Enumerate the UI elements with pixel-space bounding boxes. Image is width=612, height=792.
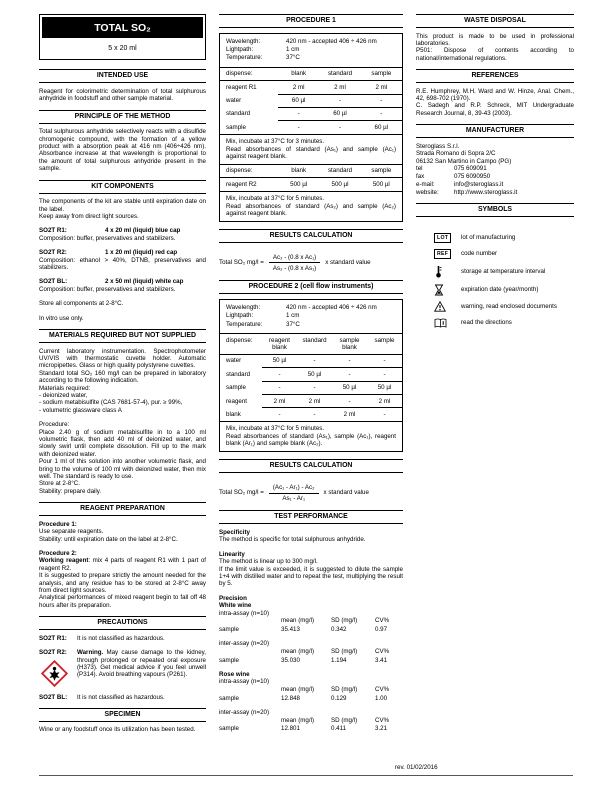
lot-badge-text: LOT	[434, 233, 451, 243]
stat-col-header: CV%	[375, 716, 390, 724]
ref-icon	[434, 249, 461, 259]
symbol-label: lot of manufacturing	[461, 233, 516, 241]
cell: 60 µl	[319, 108, 360, 121]
warning-text: May cause damage to the kidney, through prolonged or repeated oral exposure (H373). Get medical advice if you feel unwell (P314). Avoid breathing vapours (P261).	[77, 649, 206, 679]
stat-value: 35.030	[281, 656, 300, 664]
reagent-prep-proc1-l1: Use separate reagents.	[39, 528, 104, 536]
tel-value: 075 609091	[454, 164, 487, 172]
reference-item: R.E. Humphrey, M.H. Ward and W. Hinze, Anal. Chem., 42, 698-702 (1970).	[416, 87, 574, 103]
setting-label: Wavelength:	[226, 303, 261, 311]
cell: 50 µl	[332, 382, 367, 395]
materials-p2: Standard total SO₂ 160 mg/l can be prepared in laboratory according to the following indication.	[39, 369, 206, 385]
warning-triangle-icon	[434, 301, 461, 312]
component-composition: Composition: buffer, preservatives and stabilizers.	[39, 234, 176, 242]
cell: -	[278, 108, 319, 121]
specificity-text: The method is specific for total sulphurous anhydride.	[219, 536, 366, 544]
intended-use-body: Reagent for colorimetric determination of total sulphurous anhydride in foodstuff and other sample material.	[39, 87, 206, 103]
col-header: blank	[291, 70, 307, 78]
product-header-box	[39, 14, 206, 60]
fax-label: fax	[416, 172, 425, 180]
materials-p5: Pour 1 ml of this solution into another volumetric flask, and bring to the volume of 100 ml with deionized water, then mix well. The standard is ready to use.	[39, 458, 206, 481]
component-code: SO2T BL:	[39, 278, 68, 286]
section-title-kit-components: KIT COMPONENTS	[39, 180, 206, 194]
symbol-label: expiration date (year/month)	[461, 285, 539, 293]
stat-row-label: sample	[219, 625, 239, 633]
linearity-label: Linearity	[219, 550, 245, 558]
stat-col-header: mean (mg/l)	[281, 685, 315, 693]
stat-value: 0.97	[375, 625, 388, 633]
reagent-prep-proc2-l2: It is suggested to prepare strictly the amount needed for the analysis, and any residue has to be stored at 2-8°C away from direct light sources.	[39, 572, 206, 594]
principle-body: Total sulphurous anhydride selectively reacts with a disulfide chromogenic compound, with the formation of a yellow product with a absorption peak at 416 nm (406÷426 nm). Absorbance increase at that wavelength is proportional to the amount of total sulphurous anhydride present in the sample.	[39, 128, 206, 173]
specificity-label: Specificity	[219, 528, 250, 536]
stat-col-header: CV%	[375, 685, 390, 693]
left-column	[39, 14, 206, 734]
materials-list-item: - sodium metabisulfite (CAS 7681-57-4), pur. ≥ 99%,	[39, 399, 183, 407]
wine-group-label: White wine	[219, 602, 252, 610]
stat-value: 35.413	[281, 625, 300, 633]
precaution-bl	[39, 694, 206, 701]
kit-component-row	[39, 227, 206, 234]
symbol-item	[434, 265, 574, 278]
setting-value: 1 cm	[286, 45, 300, 53]
setting-label: Temperature:	[226, 54, 263, 62]
product-size: 5 x 20 ml	[108, 45, 137, 52]
procedure-2-settings	[220, 300, 402, 333]
product-title: TOTAL SO₂	[42, 17, 203, 38]
section-title-intended-use: INTENDED USE	[39, 69, 206, 83]
formula-rhs: x standard value	[325, 259, 371, 267]
email-value: info@steroglass.it	[454, 180, 504, 188]
precaution-text: It is not classified as hazardous.	[77, 634, 165, 642]
stat-col-header: mean (mg/l)	[281, 647, 315, 655]
website-label: website:	[416, 188, 439, 196]
precision-table	[219, 648, 403, 664]
row-label: water	[226, 357, 242, 365]
cell: 50 µl	[367, 382, 402, 395]
procedure-1-note	[220, 134, 402, 164]
stat-value: 3.21	[375, 725, 388, 733]
cell: 500 µl	[290, 180, 308, 188]
cell: -	[297, 123, 300, 131]
note-line: Read absorbances of standard (As₁) and sample (Ac₁) against reagent blank.	[226, 145, 396, 161]
cell: 2 ml	[361, 81, 402, 94]
cell: 60 µl	[278, 95, 319, 108]
table-row	[220, 395, 402, 408]
symbol-label: warning, read enclosed documents	[461, 302, 557, 310]
symbol-item	[434, 301, 574, 312]
kit-intro-2: Keep away from direct light sources.	[39, 212, 139, 220]
stat-value: 0.129	[331, 694, 347, 702]
table-row	[220, 81, 402, 94]
cell: -	[262, 368, 297, 381]
materials-p4: Place 2.40 g of sodium metabisulfite in to a 100 ml volumetric flask, then add 40 ml of deionized water, and slowly swirl until complete dissolution. Fill up to the mark with deionized water.	[39, 428, 206, 458]
stat-col-header: SD (mg/l)	[331, 616, 358, 624]
setting-label: Wavelength:	[226, 37, 261, 45]
symbols-legend	[416, 232, 574, 329]
table-row	[220, 108, 402, 121]
cell: -	[297, 382, 332, 395]
setting-label: Lightpath:	[226, 45, 254, 53]
materials-p3: Materials required:	[39, 384, 91, 392]
table-row	[220, 382, 402, 395]
col-header: blank	[291, 167, 307, 175]
setting-value: 37°C	[286, 54, 300, 62]
table-row	[220, 95, 402, 108]
website-value: http://www.steroglass.it	[454, 188, 518, 196]
cell: 2 ml	[278, 81, 319, 94]
symbol-item	[434, 318, 574, 329]
cell: 2 ml	[297, 395, 332, 408]
materials-p1: Current laboratory instrumentation. Spectrophotometer UV/VIS with thermostatic cuvette holder. Automatic micropipettes. Glass or high quality polystyrene cuvettes.	[39, 347, 206, 370]
precision-table	[219, 686, 403, 702]
col-header: standard	[327, 70, 353, 78]
precaution-text: It is not classified as hazardous.	[77, 693, 165, 701]
col-header: standard	[327, 167, 353, 175]
cell: -	[332, 395, 367, 408]
section-title-manufacturer: MANUFACTURER	[416, 124, 574, 138]
section-title-reagent-preparation: REAGENT PREPARATION	[39, 502, 206, 516]
wine-group-label: Rose wine	[219, 671, 250, 678]
note-line: Mix, incubate at 37°C for 5 minutes.	[226, 195, 325, 203]
kit-component-row	[39, 278, 206, 285]
cell: -	[319, 95, 360, 108]
precaution-code: SO2T BL:	[39, 693, 68, 701]
cell: -	[297, 355, 332, 368]
formula-denominator: As₂ - (0.8 x As₁)	[272, 264, 317, 272]
manufacturer-contacts	[416, 165, 574, 196]
cell: 500 µl	[372, 180, 390, 188]
materials-list-item: - deionized water,	[39, 391, 88, 399]
component-composition: Composition: buffer, preservatives and stabilizers.	[39, 285, 176, 293]
section-title-symbols: SYMBOLS	[416, 203, 574, 217]
col-header: standard	[302, 336, 327, 344]
linearity-text-1: The method is linear up to 300 mg/l.	[219, 558, 318, 566]
cell: -	[332, 368, 367, 381]
component-code: SO2T R1:	[39, 227, 67, 235]
cell: -	[383, 410, 386, 418]
procedure-2-box	[219, 299, 403, 452]
cell: -	[361, 95, 402, 108]
cell: -	[313, 410, 316, 418]
dispense-table-header	[220, 333, 402, 355]
fax-value: 075 6090950	[454, 172, 491, 180]
cell: 2 ml	[367, 395, 402, 408]
component-code: SO2T R2:	[39, 249, 67, 257]
stat-value: 12.848	[281, 694, 300, 702]
row-label: reagent R2	[226, 180, 257, 188]
manufacturer-address-1: Strada Romano di Sopra 2/C	[416, 150, 496, 158]
col-header: dispense:	[226, 70, 253, 78]
setting-label: Temperature:	[226, 320, 263, 328]
cell: 2 ml	[262, 395, 297, 408]
component-desc: 4 x 20 ml (liquid) blue cap	[105, 227, 181, 235]
precaution-code: SO2T R2:	[39, 649, 67, 657]
assay-label: inter-assay (n=20)	[219, 640, 270, 648]
note-line: Read absorbances of standard (As₂) and sample (Ac₂) against reagent blank.	[226, 202, 396, 218]
cell: 2 ml	[319, 81, 360, 94]
footer-rule	[39, 775, 573, 776]
kit-storage: Store all components at 2-8°C.	[39, 300, 124, 308]
setting-value: 1 cm	[286, 312, 300, 320]
stat-col-header: SD (mg/l)	[331, 716, 358, 724]
cell: -	[262, 382, 297, 395]
manufacturer-name: Steroglass S.r.l.	[416, 142, 460, 150]
right-column	[416, 14, 574, 734]
stat-col-header: mean (mg/l)	[281, 716, 315, 724]
formula-rhs: x standard value	[323, 489, 369, 497]
cell: 50 µl	[297, 368, 332, 381]
row-label: blank	[226, 410, 241, 418]
working-reagent-label: Working reagent	[39, 557, 89, 565]
cell: -	[338, 123, 342, 131]
materials-procedure-label: Procedure:	[39, 421, 70, 429]
section-title-procedure-1: PROCEDURE 1	[219, 14, 403, 28]
thermometer-icon	[434, 265, 461, 278]
setting-value: 37°C	[286, 320, 300, 328]
dispense-table-header	[220, 67, 402, 81]
dispense-table-2-header	[220, 164, 402, 178]
col-header: sample	[371, 167, 392, 175]
reagent-prep-proc2-l3: Analytical performances of mixed reagent begin to fall off 48 hours after its preparation.	[39, 594, 206, 609]
row-label: standard	[226, 110, 251, 118]
cell: -	[332, 355, 367, 368]
section-title-waste-disposal: WASTE DISPOSAL	[416, 14, 574, 28]
row-label: reagent	[226, 397, 247, 405]
assay-label: intra-assay (n=10)	[219, 609, 270, 617]
table-row	[220, 408, 402, 420]
col-header: dispense:	[226, 336, 253, 344]
stat-row-label: sample	[219, 725, 239, 733]
stat-row-label: sample	[219, 656, 239, 664]
stat-col-header: CV%	[375, 616, 390, 624]
section-title-results-calculation-2: RESULTS CALCULATION	[219, 459, 403, 473]
procedure-1-note-2	[220, 191, 402, 221]
section-title-results-calculation-1: RESULTS CALCULATION	[219, 229, 403, 243]
stat-value: 0.342	[331, 625, 347, 633]
lot-icon	[434, 233, 461, 243]
materials-p6: Store at 2-8°C.	[39, 480, 80, 488]
reagent-prep-proc2-label: Procedure 2:	[39, 549, 77, 557]
results-formula-2	[219, 478, 403, 511]
setting-value: 420 nm - accepted 406 ÷ 426 nm	[286, 303, 377, 311]
kit-intro: The components of the kit are stable until expiration date on the label.	[39, 198, 206, 213]
symbol-label: read the directions	[461, 319, 512, 327]
symbol-label: code number	[461, 250, 498, 258]
revision-date: rev. 01/02/2016	[395, 764, 438, 771]
note-line: Mix, incubate at 37°C for 3 minutes.	[226, 138, 325, 146]
cell: -	[367, 368, 402, 381]
section-title-materials: MATERIALS REQUIRED BUT NOT SUPPLIED	[39, 329, 206, 343]
table-row	[220, 121, 402, 133]
col-header: sample	[371, 70, 392, 78]
symbol-item	[434, 249, 574, 260]
stat-col-header: mean (mg/l)	[281, 616, 315, 624]
row-label: standard	[226, 370, 251, 378]
row-label: water	[226, 97, 242, 105]
precaution-r2-left	[39, 649, 77, 686]
cell: 50 µl	[262, 355, 297, 368]
formula-numerator: (Ac₁ - Ar₁) - Ac₂	[269, 484, 319, 494]
cell: -	[361, 108, 402, 121]
component-desc: 1 x 20 ml (liquid) red cap	[105, 249, 178, 257]
formula-numerator: Ac₂ - (0.8 x Ac₁)	[269, 254, 320, 264]
stat-col-header: SD (mg/l)	[331, 685, 358, 693]
setting-label: Lightpath:	[226, 312, 254, 320]
section-title-test-performance: TEST PERFORMANCE	[219, 510, 403, 524]
results-formula-1	[219, 248, 403, 281]
precaution-code: SO2T R1:	[39, 634, 67, 642]
note-line: Read absorbances of standard (As₁), sample (Ac₁), reagent blank (Ar₁) and sample blank (Ac₂).	[226, 432, 396, 448]
waste-p1: This product is made to be used in professional laboratories.	[416, 32, 574, 47]
row-label: sample	[226, 123, 246, 131]
formula-lhs: Total SO₂ mg/l =	[219, 259, 264, 267]
assay-label: intra-assay (n=10)	[219, 678, 270, 686]
tel-label: tel	[416, 164, 423, 172]
reagent-prep-proc1-l2: Stability: until expiration date on the label at 2-8°C.	[39, 535, 178, 543]
col-header: reagent blank	[269, 336, 290, 351]
materials-list-item: - volumetric glassware class A	[39, 406, 122, 414]
booklet-icon	[434, 318, 461, 328]
specimen-body: Wine or any foodstuff once its utilization has been tested.	[39, 726, 196, 734]
reagent-prep-working-reagent	[39, 557, 206, 572]
row-label: reagent R1	[226, 83, 257, 91]
ref-badge-text: REF	[434, 249, 451, 259]
stat-col-header: CV%	[375, 647, 390, 655]
waste-p2: P501: Dispose of contents according to national/international regulations.	[416, 47, 574, 62]
section-title-references: REFERENCES	[416, 69, 574, 83]
cell: 2 ml	[343, 410, 356, 418]
section-title-specimen: SPECIMEN	[39, 708, 206, 722]
component-desc: 2 x 50 ml (liquid) white cap	[105, 278, 184, 286]
note-line: Mix, incubate at 37°C for 5 minutes.	[226, 425, 325, 433]
precaution-r2-text	[77, 649, 206, 686]
procedure-1-box	[219, 33, 403, 223]
stat-row-label: sample	[219, 694, 239, 702]
precision-table	[219, 717, 403, 733]
manufacturer-address-2: 06132 San Martino in Campo (PG)	[416, 157, 512, 165]
formula-lhs: Total SO₂ mg/l =	[219, 489, 264, 497]
table-row	[220, 368, 402, 381]
hourglass-icon	[434, 284, 461, 296]
cell: -	[367, 355, 402, 368]
stat-value: 1.194	[331, 656, 347, 664]
stat-value: 12.801	[281, 725, 300, 733]
assay-label: inter-assay (n=20)	[219, 709, 270, 717]
col-header: sample	[374, 336, 395, 344]
procedure-1-settings	[220, 34, 402, 67]
setting-value: 420 nm - accepted 406 ÷ 426 nm	[286, 37, 377, 45]
linearity-text-2: If the limit value is exceeded, it is suggested to dilute the sample 1+4 with distilled water and to repeat the test, multiplying the result by 5.	[219, 565, 403, 588]
section-title-procedure-2: PROCEDURE 2 (cell flow instruments)	[219, 280, 403, 294]
formula-fraction	[269, 484, 319, 503]
kit-component-row	[39, 249, 206, 256]
col-header: dispense:	[226, 167, 253, 175]
email-label: e-mail:	[416, 180, 435, 188]
cell: 500 µl	[331, 180, 349, 188]
reference-item: C. Sadegh and R.P. Schreck, MIT Undergraduate Research Journal, 8, 39-43 (2003).	[416, 102, 574, 117]
section-title-precautions: PRECAUTIONS	[39, 616, 206, 630]
cell: -	[278, 410, 281, 418]
symbol-item	[434, 284, 574, 296]
precaution-r1	[39, 635, 206, 642]
middle-column	[219, 14, 403, 734]
formula-denominator: As₁ - Ar₁	[282, 495, 306, 502]
precision-table	[219, 617, 403, 633]
row-label: sample	[226, 384, 246, 392]
symbol-label: storage at temperature interval	[461, 267, 546, 275]
reagent-prep-proc1-label: Procedure 1:	[39, 520, 77, 528]
stat-value: 0.411	[331, 725, 347, 733]
symbol-item	[434, 232, 574, 243]
component-composition: Composition: ethanol > 40%, DTNB, preservatives and stabilizers.	[39, 256, 206, 271]
stat-col-header: SD (mg/l)	[331, 647, 358, 655]
working-reagent-text: : mix 4 parts of reagent R1 with 1 part of reagent R2.	[39, 557, 206, 572]
procedure-2-note	[220, 421, 402, 451]
stat-value: 1.00	[375, 694, 388, 702]
stat-value: 3.41	[375, 656, 388, 664]
formula-fraction	[269, 254, 320, 273]
table-row	[220, 355, 402, 368]
materials-p7: Stability: prepare daily.	[39, 487, 102, 495]
precaution-r2	[39, 649, 206, 686]
ghs08-health-hazard-icon	[41, 660, 68, 687]
section-title-principle: PRINCIPLE OF THE METHOD	[39, 110, 206, 124]
cell: 60 µl	[374, 123, 389, 131]
col-header: sample blank	[339, 336, 360, 351]
table-row	[220, 178, 402, 190]
kit-invitro: In vitro use only.	[39, 314, 84, 322]
warning-label: Warning.	[77, 649, 104, 657]
precision-label: Precision	[219, 594, 247, 602]
